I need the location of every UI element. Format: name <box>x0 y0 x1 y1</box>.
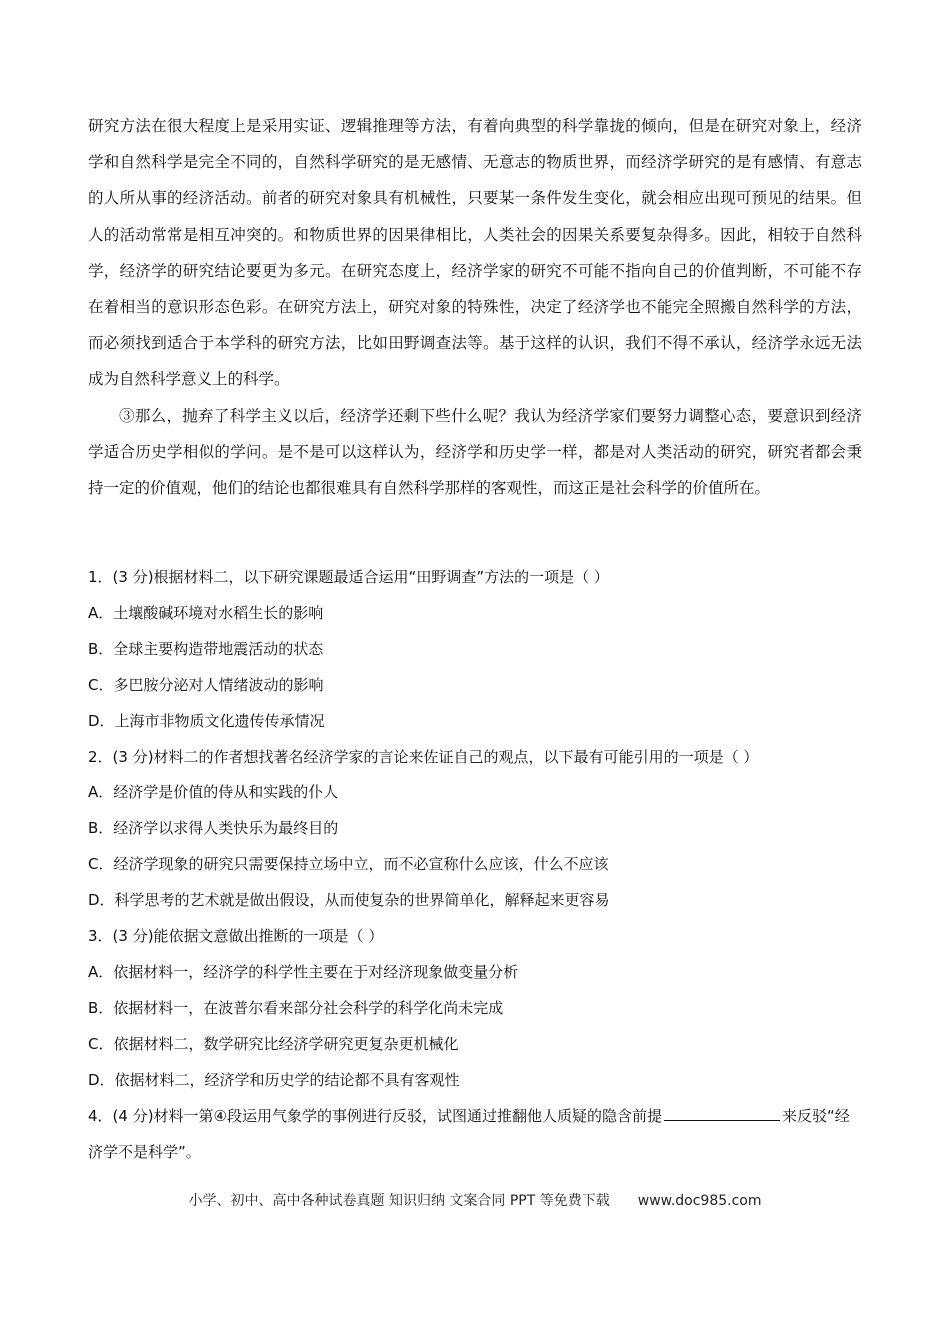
question-option: A．土壤酸碱环境对水稻生长的影响 <box>88 603 324 622</box>
question-text-before-blank: 4．(4 分)材料一第④段运用气象学的事例进行反驳，试图通过推翻他人质疑的隐含前提 <box>88 1106 663 1125</box>
question-option: A．依据材料一，经济学的科学性主要在于对经济现象做变量分析 <box>88 962 519 981</box>
question-option: C．经济学现象的研究只需要保持立场中立，而不必宣称什么应该，什么不应该 <box>88 855 609 874</box>
footer-url: www.doc985.com <box>637 1193 762 1209</box>
question-stem: 1．(3 分)根据材料二，以下研究课题最适合运用“田野调查”方法的一项是（ ） <box>88 568 609 586</box>
question-option: B．全球主要构造带地震活动的状态 <box>88 639 324 658</box>
question-list <box>88 560 862 1170</box>
question-option: D．上海市非物质文化遗传传承情况 <box>88 711 325 730</box>
reading-passage <box>88 108 862 506</box>
question-option: C．依据材料二，数学研究比经济学研究更复杂更机械化 <box>88 1034 459 1053</box>
question-stem: 2．(3 分)材料二的作者想找著名经济学家的言论来佐证自己的观点，以下最有可能引用的一项是（ ） <box>88 747 759 766</box>
question-text-after-blank: 来反驳“经济学不是科学”。 <box>88 1106 850 1161</box>
question-option: C．多巴胺分泌对人情绪波动的影响 <box>88 675 324 694</box>
answer-blank <box>664 1104 780 1121</box>
question-stem: 3．(3 分)能依据文意做出推断的一项是（ ） <box>88 927 384 946</box>
question-option: A．经济学是价值的侍从和实践的仆人 <box>88 783 339 802</box>
question-option: D．科学思考的艺术就是做出假设，从而使复杂的世界简单化，解释起来更容易 <box>88 891 610 910</box>
question-option: B．经济学以求得人类快乐为最终目的 <box>88 819 339 838</box>
question-option: B．依据材料一，在波普尔看来部分社会科学的科学化尚未完成 <box>88 998 504 1017</box>
question-option: D．依据材料二，经济学和历史学的结论都不具有客观性 <box>88 1070 460 1089</box>
question-stem-fill-blank <box>88 1099 862 1171</box>
footer-text: 小学、初中、高中各种试卷真题 知识归纳 文案合同 PPT 等免费下载 <box>188 1193 610 1209</box>
passage-paragraph: 研究方法在很大程度上是采用实证、逻辑推理等方法，有着向典型的科学靠拢的倾向，但是在研究对象上，经济学和自然科学是完全不同的，自然科学研究的是无感情、无意志的物质世界，而经济学研究的是有感情、有意志的人所从事的经济活动。前者的研究对象具有机械性，只要某一条件发生变化，就会相应出现可预见的结果。但人的活动常常是相互冲突的。和物质世界的因果律相比，人类社会的因果关系要复杂得多。因此，相较于自然科学，经济学的研究结论要更为多元。在研究态度上，经济学家的研究不可能不指向自己的价值判断，不可能不存在着相当的意识形态色彩。在研究方法上，研究对象的特殊性，决定了经济学也不能完全照搬自然科学的方法，而必须找到适合于本学科的研究方法，比如田野调查法等。基于这样的认识，我们不得不承认，经济学永远无法成为自然科学意义上的科学。 <box>88 117 862 389</box>
page-footer <box>0 1190 950 1210</box>
passage-paragraph: ③那么，抛弃了科学主义以后，经济学还剩下些什么呢？我认为经济学家们要努力调整心态，要意识到经济学适合历史学相似的学问。是不是可以这样认为，经济学和历史学一样，都是对人类活动的研究，研究者都会秉持一定的价值观，他们的结论也都很难具有自然科学那样的客观性，而这正是社会科学的价值所在。 <box>88 406 862 498</box>
